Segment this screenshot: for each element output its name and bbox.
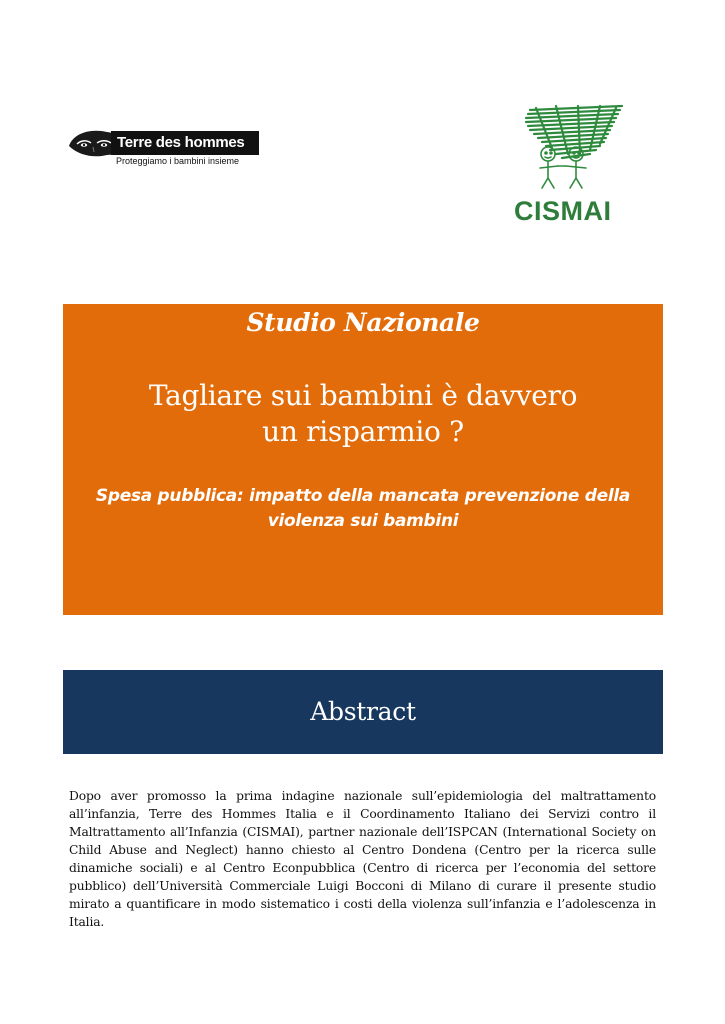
terre-des-hommes-logo bbox=[67, 128, 259, 172]
child-drawing-icon bbox=[516, 104, 626, 190]
title-line: un risparmio ? bbox=[262, 415, 464, 448]
abstract-heading: Abstract bbox=[310, 697, 416, 726]
cismai-wordmark: CISMAI bbox=[514, 196, 612, 226]
abstract-paragraph: Dopo aver promosso la prima indagine nazionale sull’epidemiologia del maltrattamento all’infanzia, Terre des Hommes Italia e il Coordinamento Italiano dei Servizi contro il Maltrattamento all’Infanzia (CISMAI), partner nazionale dell’ISPCAN (International Society on Child Abuse and Neglect) hanno chiesto al Centro Dondena (Centro per la ricerca sulle dinamiche sociali) e al Centro Econpubblica (Centro di ricerca per l’economia del settore pubblico) dell’Università Commerciale Luigi Bocconi di Milano di curare il presente studio mirato a quantificare in modo sistematico i costi della violenza sull’infanzia e l’adolescenza in Italia. bbox=[69, 789, 656, 929]
title-box bbox=[63, 304, 663, 615]
abstract-banner bbox=[63, 670, 663, 754]
logo-tagline: Proteggiamo i bambini insieme bbox=[116, 156, 240, 166]
document-title bbox=[83, 378, 643, 450]
cismai-logo bbox=[510, 104, 626, 234]
study-kicker: Studio Nazionale bbox=[246, 308, 480, 337]
document-subtitle: Spesa pubblica: impatto della mancata prevenzione della violenza sui bambini bbox=[95, 486, 631, 531]
title-line: Tagliare sui bambini è davvero bbox=[148, 379, 578, 412]
logo-wordmark: Terre des hommes bbox=[111, 131, 259, 155]
